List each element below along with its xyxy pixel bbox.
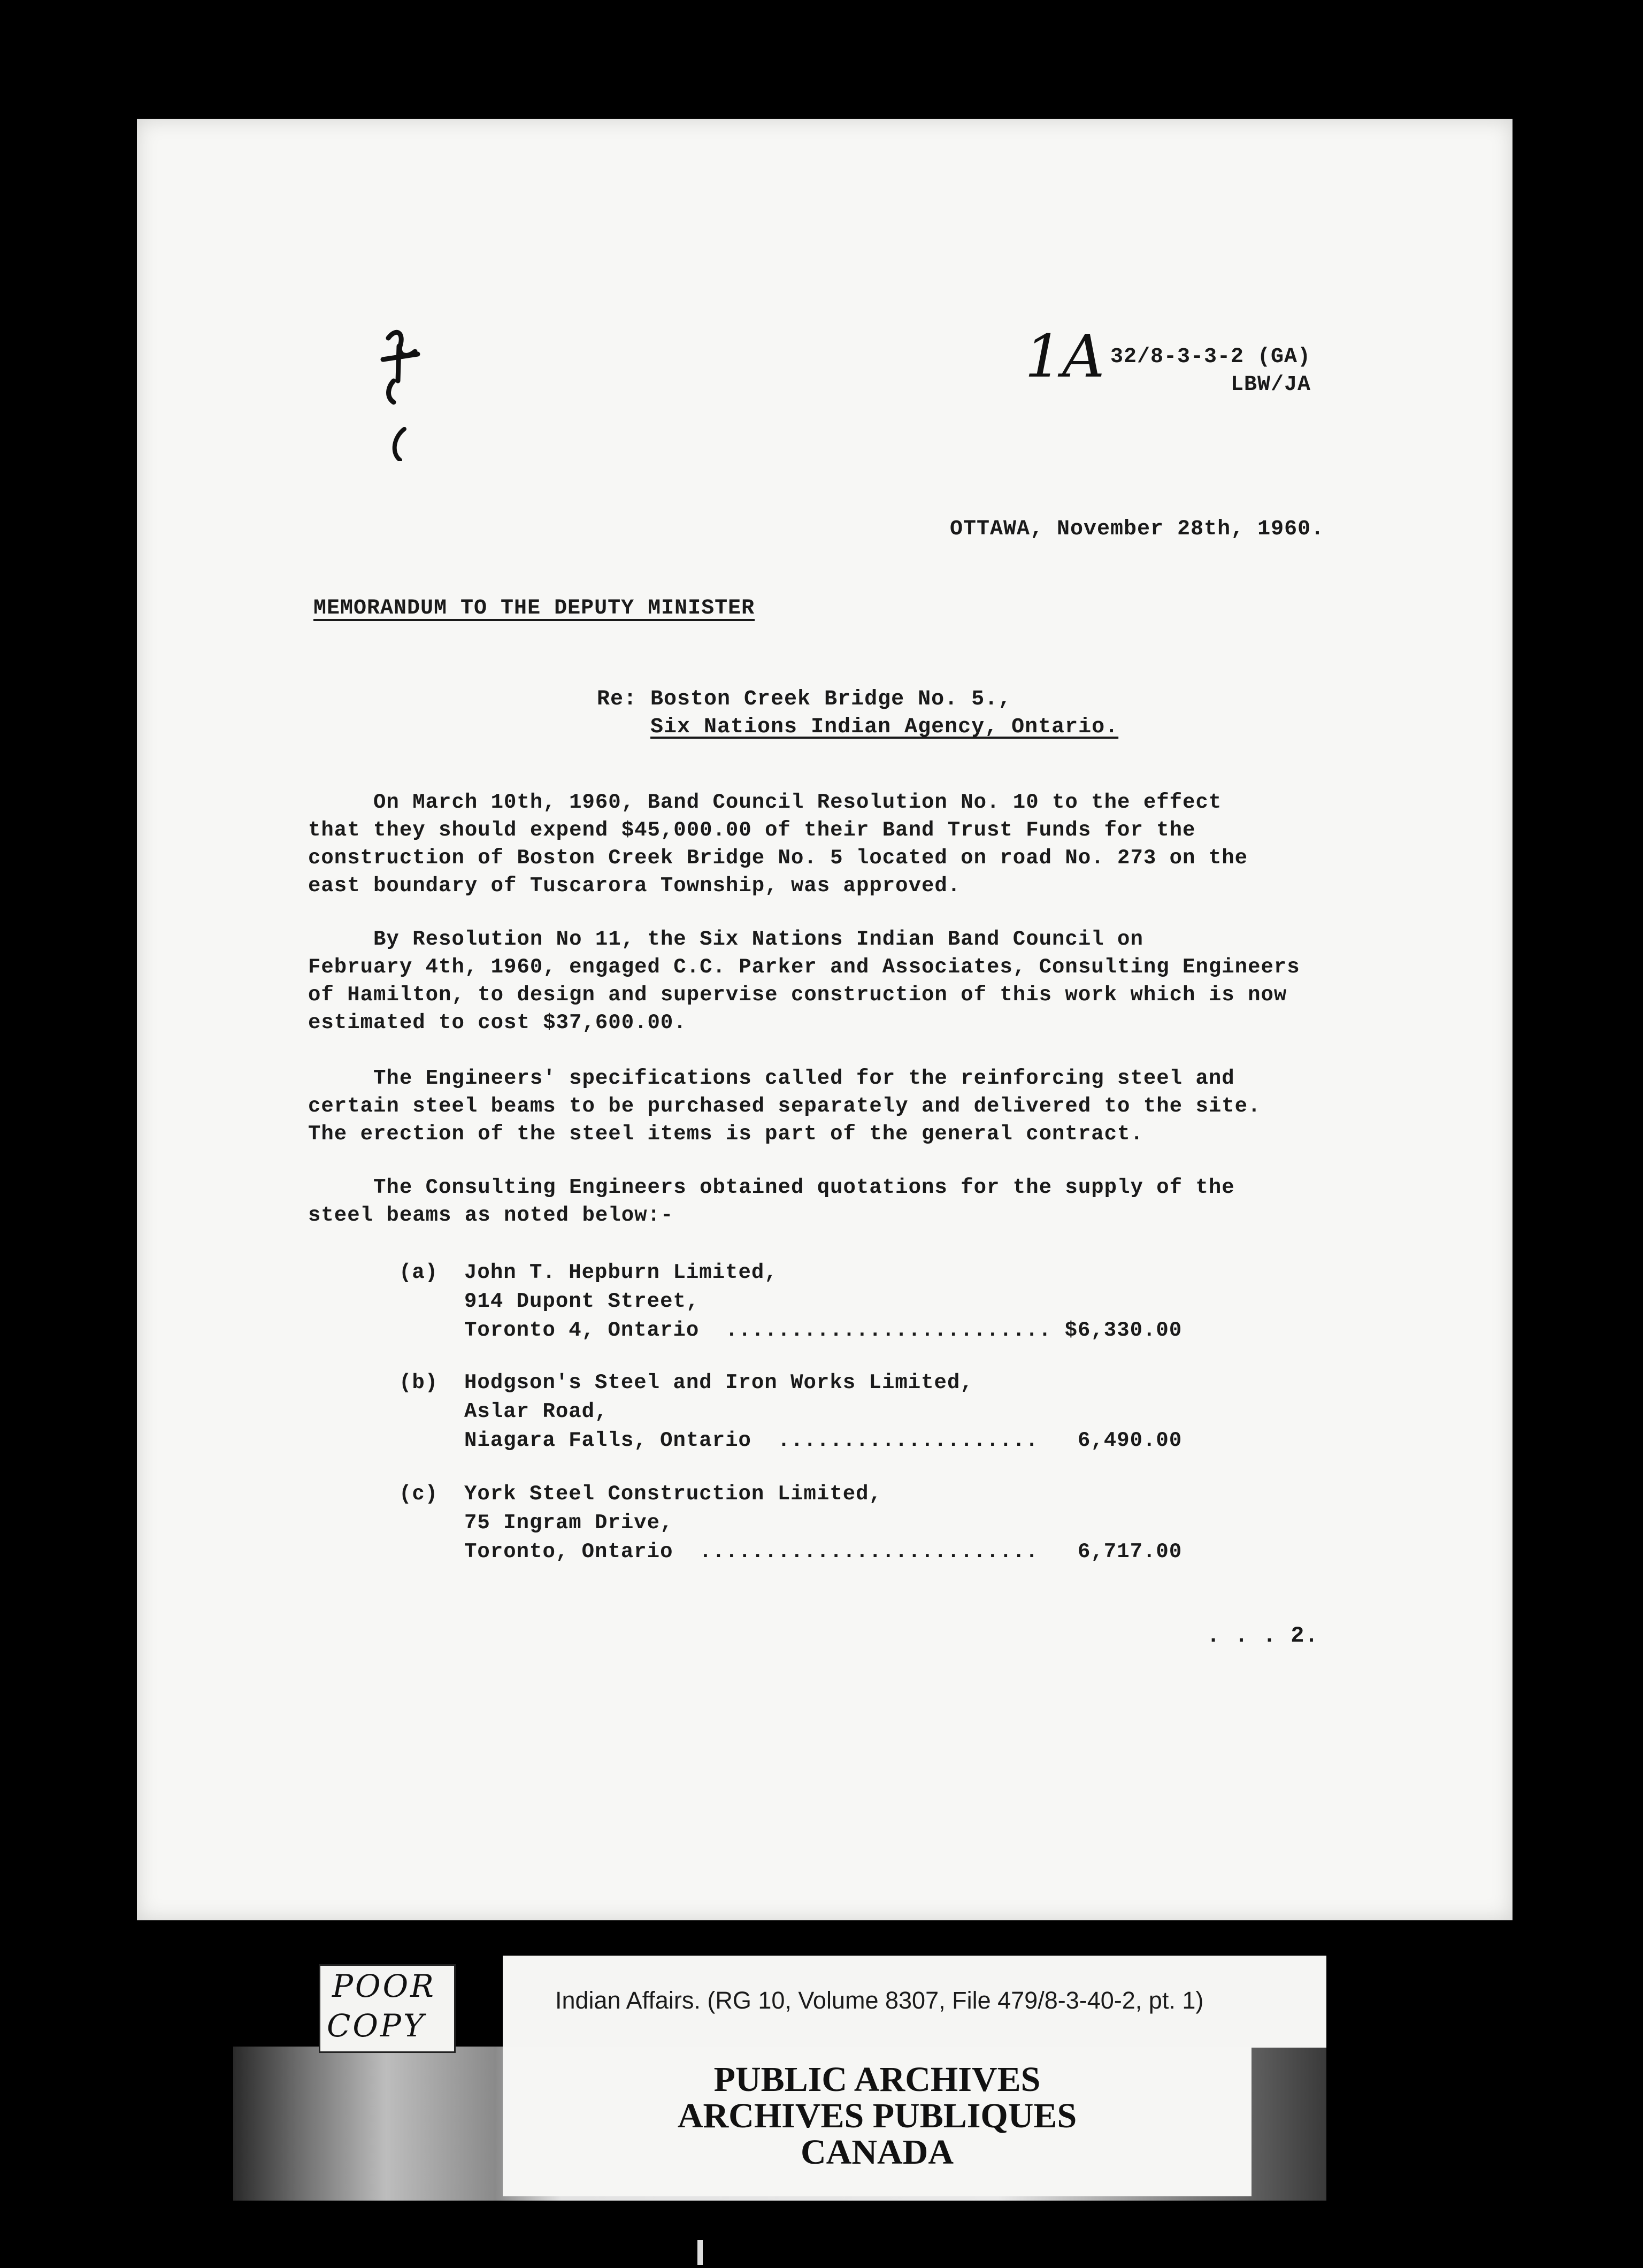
archive-line3: CANADA [801,2133,954,2172]
quotation-c: (c) York Steel Construction Limited, 75 Ingram Drive, Toronto, Ontario .......................... 6,717.00 [399,1482,1183,1564]
archive-line1: PUBLIC ARCHIVES [713,2060,1041,2099]
film-tick-mark [697,2240,703,2265]
subject-block [597,686,1118,741]
quotation-b: (b) Hodgson's Steel and Iron Works Limited, Aslar Road, Niagara Falls, Ontario .................... 6,490.00 [399,1371,1183,1452]
file-reference-line1: 32/8-3-3-2 (GA) [1110,345,1311,369]
poor-copy-line2: COPY [327,2008,426,2044]
file-reference [1110,343,1311,399]
subject-line: Re: Boston Creek Bridge No. 5., [597,687,1012,711]
poor-copy-line1: POOR [332,1968,436,2004]
memo-page [137,119,1513,1920]
memo-title: MEMORANDUM TO THE DEPUTY MINISTER [313,596,755,620]
file-reference-line2: LBW/JA [1231,373,1311,397]
paragraph-4: The Consulting Engineers obtained quotations for the supply of the steel beams as noted below:- [308,1176,1235,1227]
subject-line-2: Six Nations Indian Agency, Ontario. [650,715,1119,739]
archive-stamp [503,2047,1252,2196]
quotation-a: (a) John T. Hepburn Limited, 914 Dupont Street, Toronto 4, Ontario ......................... $6,330.00 [399,1261,1183,1342]
handwritten-initials-mark [367,322,431,461]
paragraph-2: By Resolution No 11, the Six Nations Indian Band Council on February 4th, 1960, engaged C.C. Parker and Associates, Consulting Engineers of Hamilton, to design and supervise construction of this work which is now estimated to cost $37,600.00. [308,928,1300,1035]
citation-label [503,1956,1326,2048]
date-line: OTTAWA, November 28th, 1960. [950,517,1325,541]
archive-line2: ARCHIVES PUBLIQUES [677,2096,1077,2135]
archive-stamp-text [503,2062,1252,2171]
paragraph-1: On March 10th, 1960, Band Council Resolution No. 10 to the effect that they should expend $45,000.00 of their Band Trust Funds for the construction of Boston Creek Bridge No. 5 located on road No. 273 on the east boundary of Tuscarora Township, was approved. [308,791,1248,898]
citation-text: Indian Affairs. (RG 10, Volume 8307, File 479/8-3-40-2, pt. 1) [555,1987,1204,2014]
page-continuation: . . . 2. [1207,1623,1319,1649]
poor-copy-label [319,1964,456,2053]
paragraph-3: The Engineers' specifications called for the reinforcing steel and certain steel beams to be purchased separately and delivered to the site. The erection of the steel items is part of the general contract. [308,1067,1261,1146]
handwritten-file-mark: 1A [1025,322,1105,390]
